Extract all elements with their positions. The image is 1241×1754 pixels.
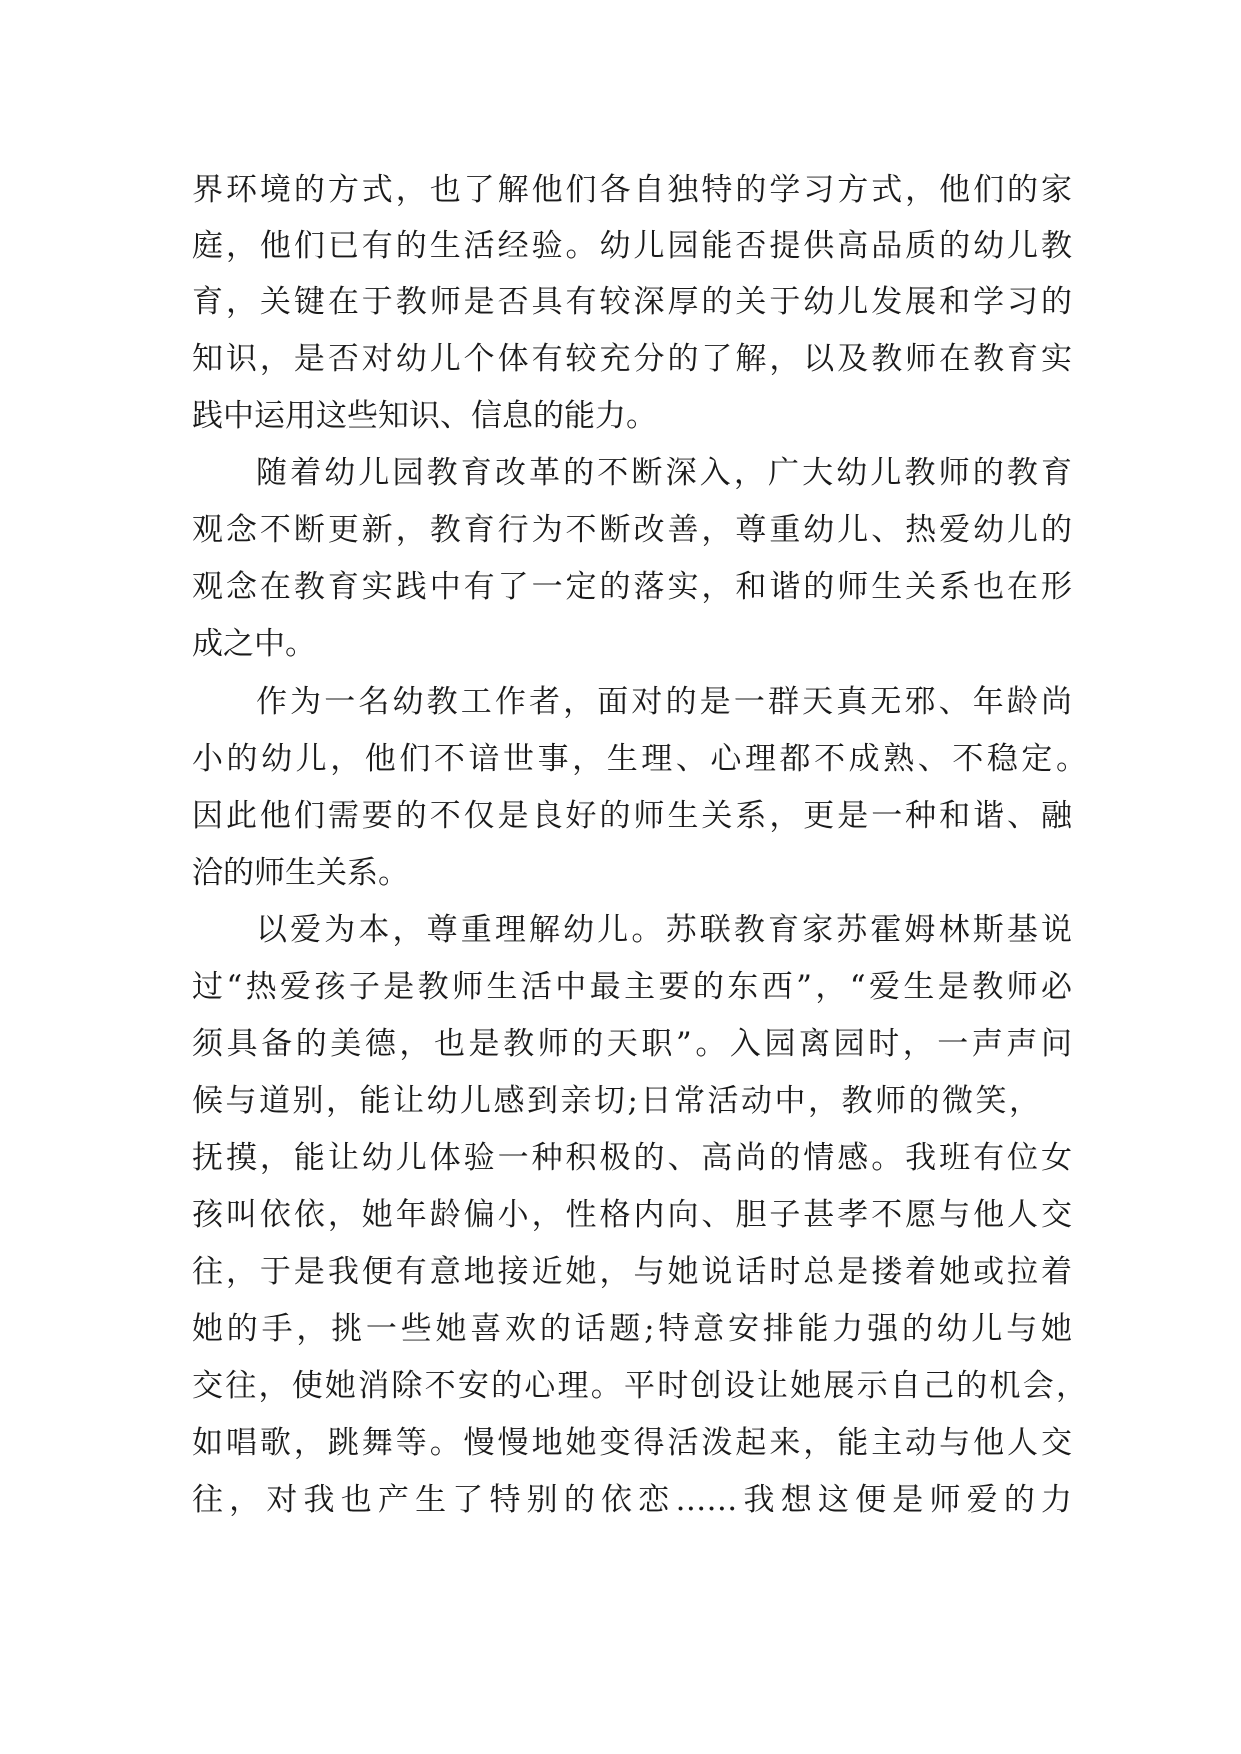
paragraph-first-line: 随着幼儿园教育改革的不断深入，广大幼儿教师的教育 xyxy=(256,455,1072,491)
text-line: 交往，使她消除不安的心理。平时创设让她展示自己的机会， xyxy=(192,1368,1087,1404)
text-line: 往，对我也产生了特别的依恋……我想这便是师爱的力 xyxy=(192,1482,1072,1518)
text-line: 候与道别，能让幼儿感到亲切;日常活动中，教师的微笑， xyxy=(192,1083,1040,1119)
text-line: 界环境的方式，也了解他们各自独特的学习方式，他们的家 xyxy=(192,172,1072,208)
text-line: 观念在教育实践中有了一定的落实，和谐的师生关系也在形 xyxy=(192,569,1072,605)
text-line: 孩叫依依，她年龄偏小，性格内向、胆子甚孝不愿与他人交 xyxy=(192,1197,1072,1233)
paragraph-first-line: 以爱为本，尊重理解幼儿。苏联教育家苏霍姆林斯基说 xyxy=(256,912,1072,948)
text-line: 庭，他们已有的生活经验。幼儿园能否提供高品质的幼儿教 xyxy=(192,228,1072,264)
text-line: 育，关键在于教师是否具有较深厚的关于幼儿发展和学习的 xyxy=(192,284,1072,320)
text-line: 成之中。 xyxy=(192,626,316,662)
text-line: 因此他们需要的不仅是良好的师生关系，更是一种和谐、融 xyxy=(192,798,1072,834)
text-line: 须具备的美德，也是教师的天职”。入园离园时，一声声问 xyxy=(192,1026,1072,1062)
text-line: 过“热爱孩子是教师生活中最主要的东西”，“爱生是教师必 xyxy=(192,969,1072,1005)
text-line: 践中运用这些知识、信息的能力。 xyxy=(192,398,657,434)
text-line: 往，于是我便有意地接近她，与她说话时总是搂着她或拉着 xyxy=(192,1254,1072,1290)
text-line: 洽的师生关系。 xyxy=(192,855,409,891)
text-line: 观念不断更新，教育行为不断改善，尊重幼儿、热爱幼儿的 xyxy=(192,512,1072,548)
text-line: 如唱歌，跳舞等。慢慢地她变得活泼起来，能主动与他人交 xyxy=(192,1425,1072,1461)
paragraph-first-line: 作为一名幼教工作者，面对的是一群天真无邪、年龄尚 xyxy=(256,684,1072,720)
text-line: 她的手，挑一些她喜欢的话题;特意安排能力强的幼儿与她 xyxy=(192,1311,1072,1347)
text-line: 知识，是否对幼儿个体有较充分的了解，以及教师在教育实 xyxy=(192,341,1072,377)
text-line: 小的幼儿，他们不谙世事，生理、心理都不成熟、不稳定。 xyxy=(192,741,1087,777)
text-line: 抚摸，能让幼儿体验一种积极的、高尚的情感。我班有位女 xyxy=(192,1140,1072,1176)
